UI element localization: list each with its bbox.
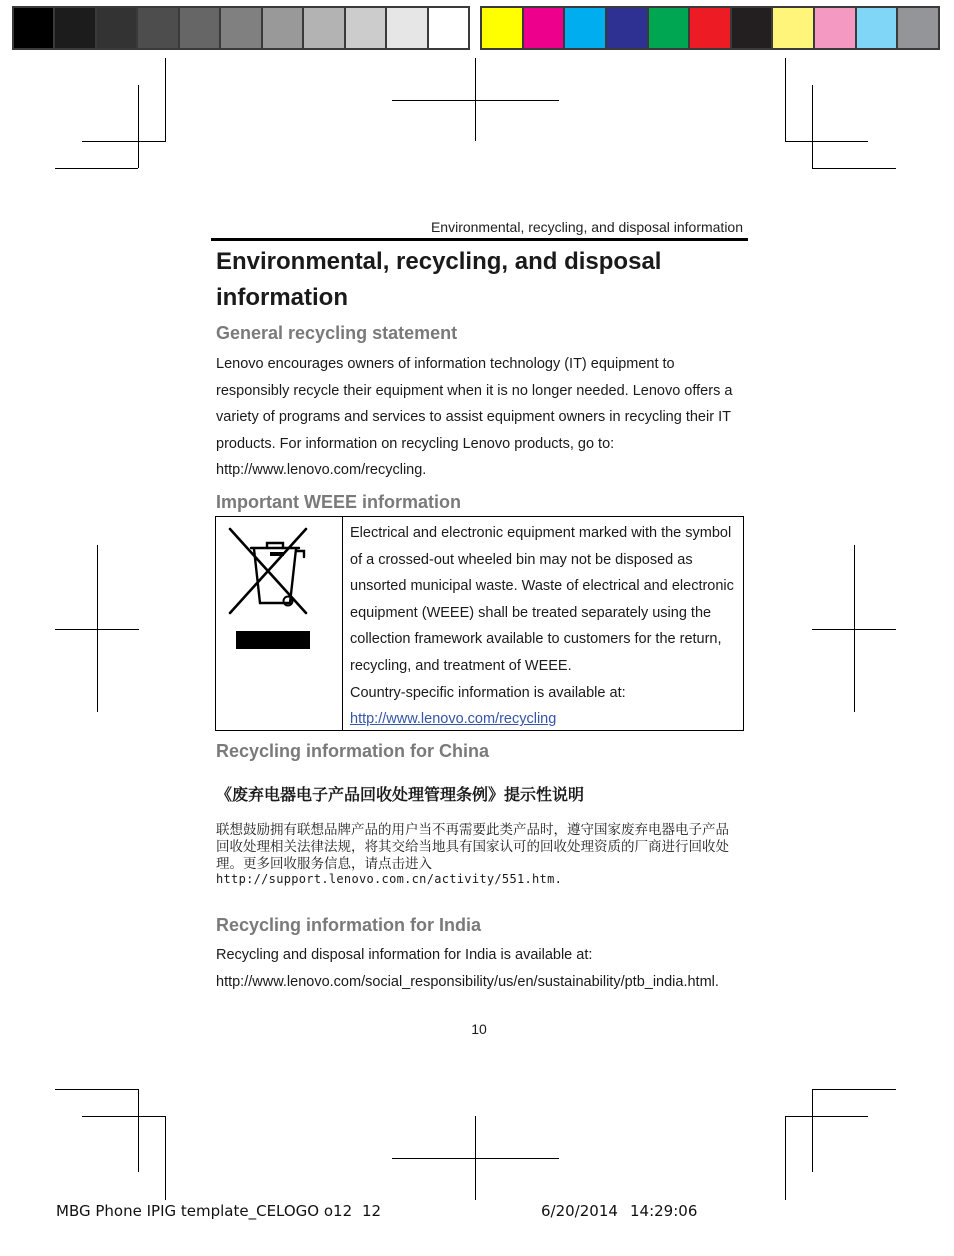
slug-date: 6/20/2014 <box>541 1202 618 1220</box>
color-swatch <box>690 8 730 48</box>
color-swatch <box>649 8 689 48</box>
page-title: Environmental, recycling, and disposal information <box>216 248 662 311</box>
page-number: 10 <box>471 1021 487 1037</box>
china-recycling-text: 联想鼓励拥有联想品牌产品的用户当不再需要此类产品时，遵守国家废弃电器电子产品回收处理相关法律法规，将其交给当地具有国家认可的回收处理资质的厂商进行回收处理。更多回收服务信息，请点击进入 <box>216 822 729 872</box>
china-recycling-heading: Recycling information for China <box>216 741 490 761</box>
gray-swatch <box>55 8 94 48</box>
gray-swatch <box>429 8 468 48</box>
china-regulation-title: 《废弃电器电子产品回收处理管理条例》提示性说明 <box>216 785 585 804</box>
weee-text: Electrical and electronic equipment marked with the symbol of a crossed-out wheeled bin may not be disposed as unsorted municipal waste. Waste of electrical and electronic equipment (WEEE) shall be treated separately using the collection framework available to customers for the return, recycling, and treatment of WEEE. <box>350 525 734 674</box>
color-swatch <box>857 8 897 48</box>
india-recycling-url: http://www.lenovo.com/social_responsibility/us/en/sustainability/ptb_india.html. <box>216 974 719 990</box>
gray-swatch <box>346 8 385 48</box>
color-swatch <box>773 8 813 48</box>
gray-swatch <box>263 8 302 48</box>
china-recycling-url: http://support.lenovo.com.cn/activity/551.htm. <box>216 872 563 886</box>
india-recycling-heading: Recycling information for India <box>216 915 482 935</box>
india-recycling-text: Recycling and disposal information for India is available at: <box>216 947 593 963</box>
color-swatch <box>565 8 605 48</box>
gray-swatch <box>221 8 260 48</box>
crossed-out-wheeled-bin-icon <box>226 521 310 651</box>
general-recycling-heading: General recycling statement <box>216 323 458 343</box>
weee-text-block <box>350 520 742 733</box>
gray-swatch <box>180 8 219 48</box>
weee-recycling-link[interactable]: http://www.lenovo.com/recycling <box>350 711 557 728</box>
color-swatch <box>898 8 938 48</box>
color-swatch <box>482 8 522 48</box>
weee-info-box <box>215 516 744 731</box>
general-recycling-text: Lenovo encourages owners of information technology (IT) equipment to responsibly recycle their equipment when it is no longer needed. Lenovo offers a variety of programs and services to assist equipment owners in recycling their IT products. For information on recycling Lenovo products, go to: http://www.lenovo.com/recycling. <box>216 356 733 479</box>
color-swatch <box>607 8 647 48</box>
gray-swatch <box>14 8 53 48</box>
slug-file-name: MBG Phone IPIG template_CELOGO o12 <box>56 1202 353 1220</box>
color-swatch <box>524 8 564 48</box>
running-header: Environmental, recycling, and disposal information <box>430 219 743 235</box>
slug-time: 14:29:06 <box>630 1202 698 1220</box>
color-swatch <box>732 8 772 48</box>
weee-heading: Important WEEE information <box>216 492 461 512</box>
color-swatch <box>815 8 855 48</box>
gray-swatch <box>304 8 343 48</box>
weee-country-text: Country-specific information is available at: <box>350 684 626 701</box>
gray-swatch <box>138 8 177 48</box>
grayscale-bar <box>12 6 470 50</box>
weee-box-divider <box>342 517 343 730</box>
slug-page: 12 <box>362 1202 382 1220</box>
gray-swatch <box>387 8 426 48</box>
gray-swatch <box>97 8 136 48</box>
header-rule <box>211 238 748 241</box>
process-color-bar <box>480 6 940 50</box>
